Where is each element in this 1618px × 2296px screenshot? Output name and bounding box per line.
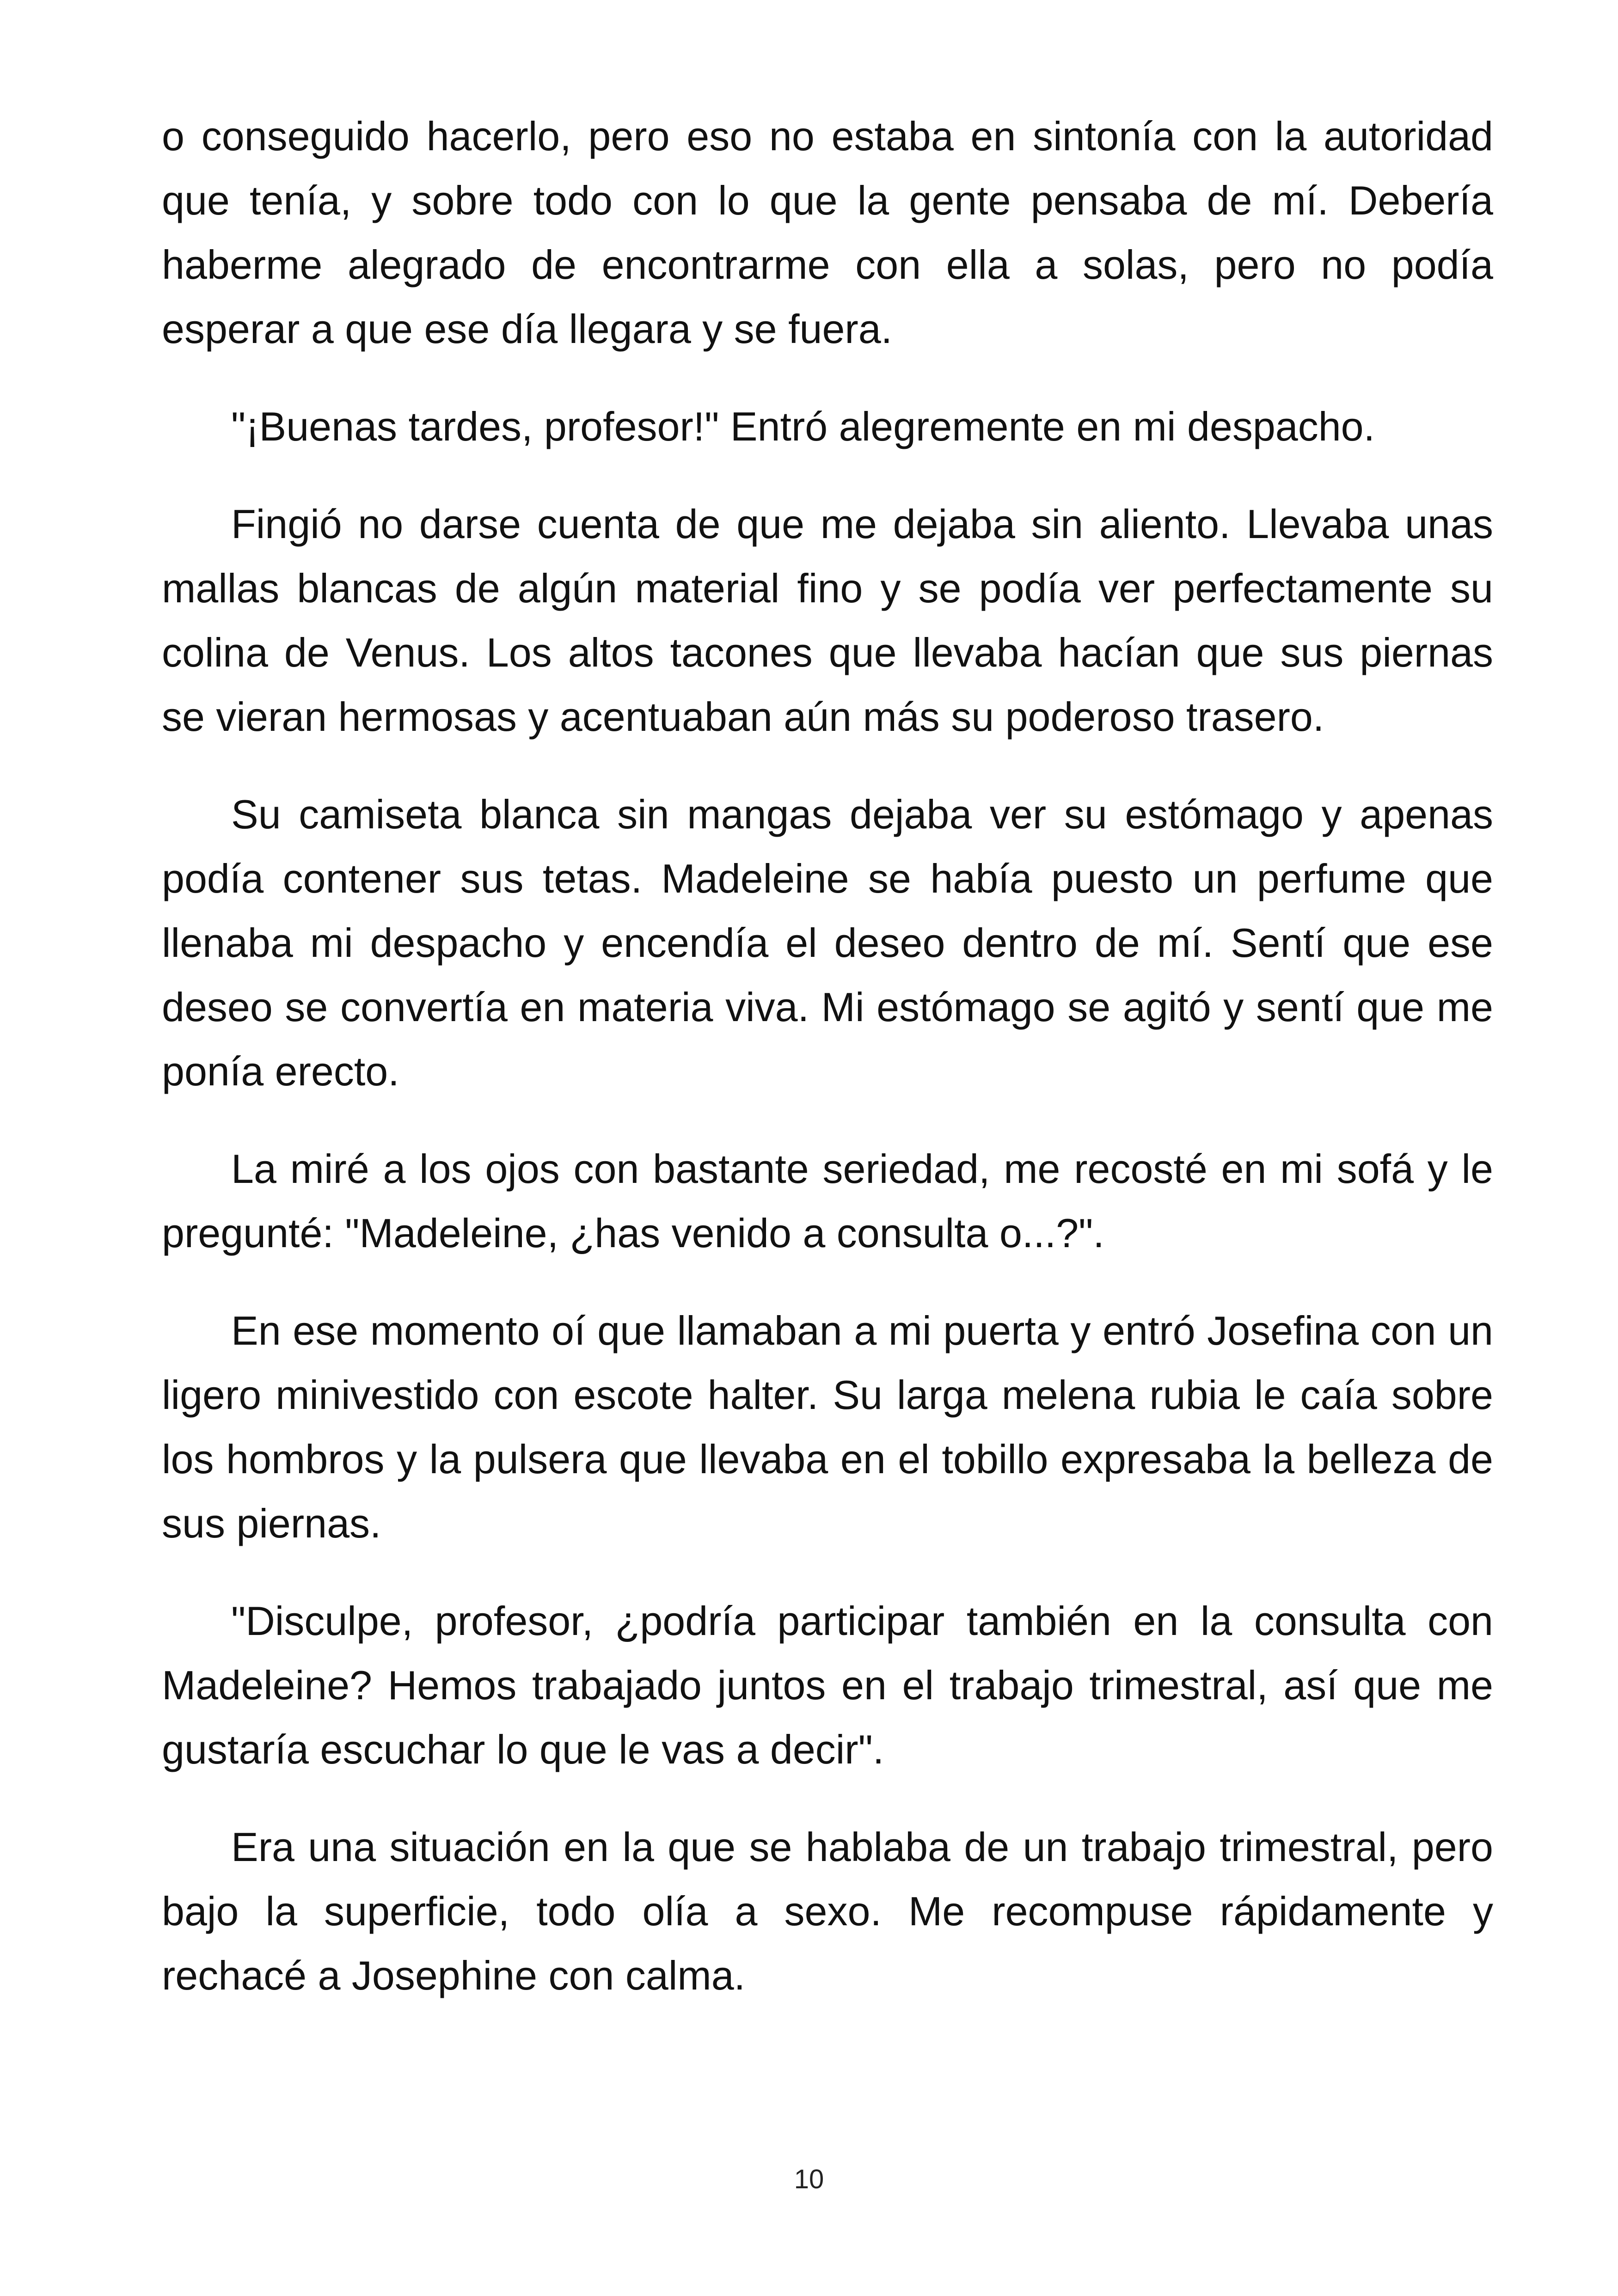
paragraph-7: "Disculpe, profesor, ¿podría participar también en la consulta con Madeleine? Hemos trabajado juntos en el trabajo trimestral, así que me gustaría escuchar lo que le vas a decir". <box>162 1598 1493 1772</box>
paragraph-4: Su camiseta blanca sin mangas dejaba ver su estómago y apenas podía contener sus tetas. Madeleine se había puesto un perfume que llenaba mi despacho y encendía el deseo dentro de mí. Sentí que ese deseo se convertía en materia viva. Mi estómago se agitó y sentí que me ponía erecto. <box>162 791 1493 1094</box>
paragraph-2: "¡Buenas tardes, profesor!" Entró alegremente en mi despacho. <box>231 404 1375 449</box>
body-text <box>162 104 1493 2041</box>
paragraph-6: En ese momento oí que llamaban a mi puerta y entró Josefina con un ligero minivestido con escote halter. Su larga melena rubia le caía sobre los hombros y la pulsera que llevaba en el tobillo expresaba la belleza de sus piernas. <box>162 1308 1493 1546</box>
paragraph-3: Fingió no darse cuenta de que me dejaba sin aliento. Llevaba unas mallas blancas de algún material fino y se podía ver perfectamente su colina de Venus. Los altos tacones que llevaba hacían que sus piernas se vieran hermosas y acentuaban aún más su poderoso trasero. <box>162 501 1493 740</box>
paragraph-1: o conseguido hacerlo, pero eso no estaba en sintonía con la autoridad que tenía, y sobre todo con lo que la gente pensaba de mí. Debería haberme alegrado de encontrarme con ella a solas, pero no podía esperar a que ese día llegara y se fuera. <box>162 113 1493 352</box>
paragraph-8: Era una situación en la que se hablaba de un trabajo trimestral, pero bajo la superficie, todo olía a sexo. Me recompuse rápidamente y rechacé a Josephine con calma. <box>162 1824 1493 1998</box>
page-number: 10 <box>794 2164 824 2194</box>
paragraph-5: La miré a los ojos con bastante seriedad, me recosté en mi sofá y le pregunté: "Madeleine, ¿has venido a consulta o...?". <box>162 1146 1493 1256</box>
